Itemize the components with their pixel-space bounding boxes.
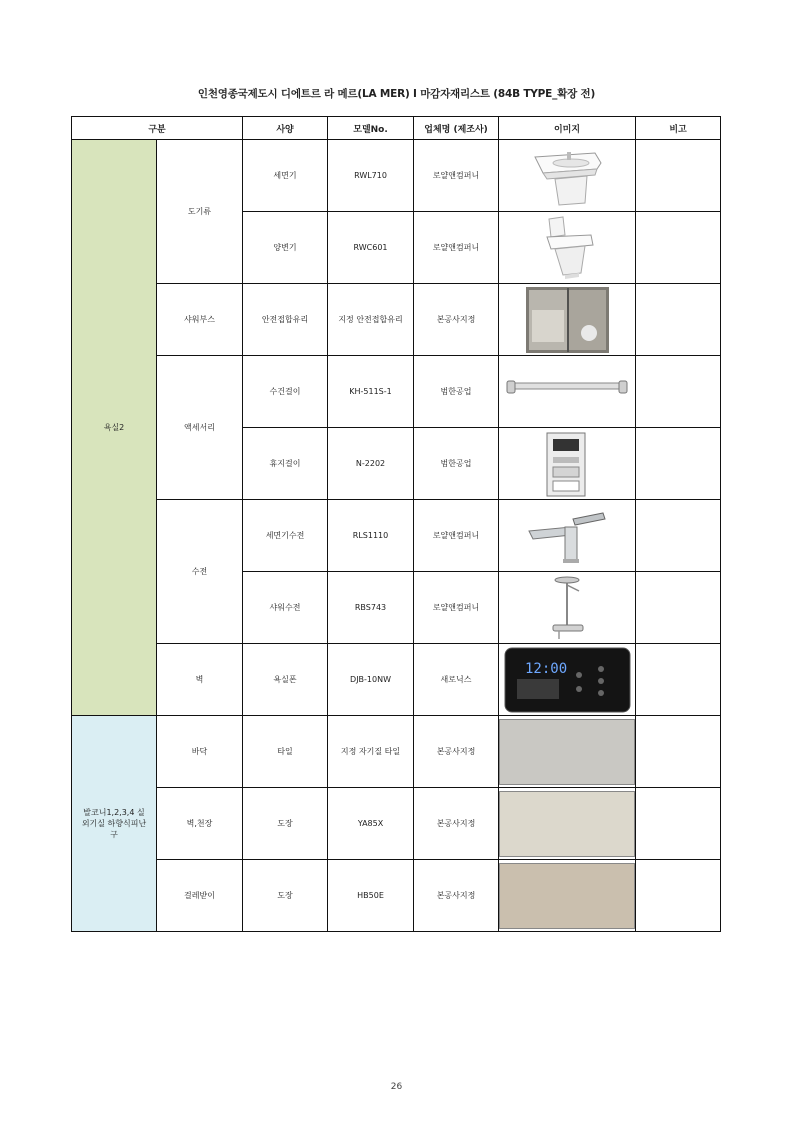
note-cell [636, 428, 721, 500]
paper-holder-icon [499, 429, 636, 499]
maker-cell: 본공사지정 [414, 860, 499, 932]
model-cell: RWC601 [328, 212, 414, 284]
image-cell [499, 356, 636, 428]
subgroup-shower-booth: 샤워부스 [157, 284, 243, 356]
subgroup-wall: 벽 [157, 644, 243, 716]
spec-cell: 안전접합유리 [243, 284, 328, 356]
spec-cell: 도장 [243, 788, 328, 860]
table-row [72, 356, 721, 428]
model-cell: RWL710 [328, 140, 414, 212]
image-cell [499, 788, 636, 860]
tile-swatch [499, 719, 635, 785]
image-cell [499, 644, 636, 716]
table-row [72, 860, 721, 932]
spec-cell: 수건걸이 [243, 356, 328, 428]
image-cell [499, 860, 636, 932]
note-cell [636, 356, 721, 428]
phone-clock-display: 12:00 [525, 660, 568, 677]
header-spec: 사양 [243, 117, 328, 140]
header-maker: 업체명 (제조사) [414, 117, 499, 140]
maker-cell: 본공사지정 [414, 788, 499, 860]
table-row [72, 140, 721, 212]
finish-materials-table [71, 116, 721, 932]
note-cell [636, 212, 721, 284]
note-cell [636, 140, 721, 212]
note-cell [636, 860, 721, 932]
image-cell [499, 572, 636, 644]
page-number: 26 [390, 1082, 403, 1092]
maker-cell: 본공사지정 [414, 284, 499, 356]
maker-cell: 로얄앤컴퍼니 [414, 500, 499, 572]
subgroup-accessory: 액세서리 [157, 356, 243, 500]
model-cell: YA85X [328, 788, 414, 860]
note-cell [636, 500, 721, 572]
group-balcony: 발코니1,2,3,4 실외기실 하향식피난구 [72, 716, 157, 932]
note-cell [636, 788, 721, 860]
maker-cell: 범한공업 [414, 428, 499, 500]
table-row [72, 716, 721, 788]
image-cell [499, 140, 636, 212]
maker-cell: 로얄앤컴퍼니 [414, 140, 499, 212]
note-cell [636, 572, 721, 644]
shower-faucet-icon [499, 573, 636, 643]
model-cell: RLS1110 [328, 500, 414, 572]
header-image: 이미지 [499, 117, 636, 140]
model-cell: DJB-10NW [328, 644, 414, 716]
note-cell [636, 644, 721, 716]
subgroup-ceramic: 도기류 [157, 140, 243, 284]
washbasin-icon [499, 141, 636, 211]
bath-phone-icon [499, 645, 636, 715]
spec-cell: 욕실폰 [243, 644, 328, 716]
maker-cell: 본공사지정 [414, 716, 499, 788]
note-cell [636, 284, 721, 356]
paint-swatch [499, 791, 635, 857]
image-cell [499, 212, 636, 284]
header-model: 모델No. [328, 117, 414, 140]
model-cell: RBS743 [328, 572, 414, 644]
subgroup-baseboard: 걸레받이 [157, 860, 243, 932]
spec-cell: 휴지걸이 [243, 428, 328, 500]
table-row [72, 284, 721, 356]
table-row [72, 788, 721, 860]
note-cell [636, 716, 721, 788]
basin-faucet-icon [499, 501, 636, 571]
toilet-icon [499, 213, 636, 283]
subgroup-wall-ceiling: 벽,천장 [157, 788, 243, 860]
header-section: 구분 [72, 117, 243, 140]
model-cell: KH-511S-1 [328, 356, 414, 428]
header-row [72, 117, 721, 140]
model-cell: HB50E [328, 860, 414, 932]
paint-swatch [499, 863, 635, 929]
spec-cell: 타일 [243, 716, 328, 788]
model-cell: N-2202 [328, 428, 414, 500]
spec-cell: 샤워수전 [243, 572, 328, 644]
image-cell [499, 500, 636, 572]
spec-cell: 세면기수전 [243, 500, 328, 572]
subgroup-floor: 바닥 [157, 716, 243, 788]
table-row [72, 500, 721, 572]
spec-cell: 세면기 [243, 140, 328, 212]
image-cell [499, 428, 636, 500]
model-cell: 지정 안전접합유리 [328, 284, 414, 356]
group-bath: 욕실2 [72, 140, 157, 716]
maker-cell: 범한공업 [414, 356, 499, 428]
table-row [72, 644, 721, 716]
document-title: 인천영종국제도시 디에트르 라 메르(LA MER) I 마감자재리스트 (84B TYPE_확장 전) [197, 88, 596, 100]
subgroup-faucet: 수전 [157, 500, 243, 644]
shower-booth-icon [499, 285, 636, 355]
image-cell [499, 284, 636, 356]
maker-cell: 로얄앤컴퍼니 [414, 212, 499, 284]
image-cell [499, 716, 636, 788]
towel-bar-icon [499, 357, 636, 427]
maker-cell: 새로닉스 [414, 644, 499, 716]
model-cell: 지정 자기질 타일 [328, 716, 414, 788]
spec-cell: 양변기 [243, 212, 328, 284]
header-note: 비고 [636, 117, 721, 140]
maker-cell: 로얄앤컴퍼니 [414, 572, 499, 644]
spec-cell: 도장 [243, 860, 328, 932]
